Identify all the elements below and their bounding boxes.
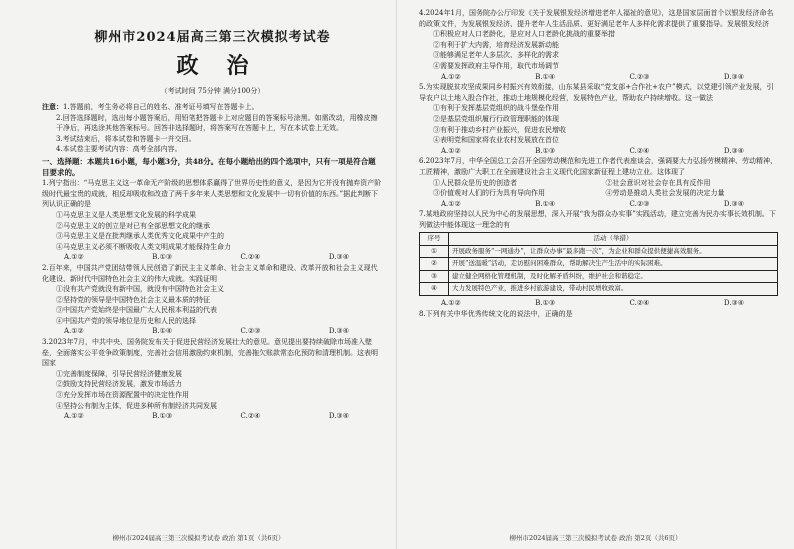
- q5-item: ②是基层党组织履行行政管理职能的体现: [433, 114, 559, 123]
- q1-item: ①马克思主义是人类思想文化发展的科学成果: [56, 210, 196, 219]
- table-cell: 大力发展特色产业，推进乡村旅游建设，带动村民增收致富。: [449, 283, 778, 296]
- q4-options: [419, 72, 778, 83]
- q3-options: [42, 411, 383, 422]
- option: C.②④: [240, 253, 261, 262]
- q6-item: ②社会意识对社会存在具有反作用: [605, 178, 711, 187]
- table-row: [420, 283, 778, 296]
- table-cell: ③: [420, 270, 449, 283]
- table-cell: ④: [420, 283, 449, 296]
- q1-item: ④马克思主义必须不断吸收人类文明成果才能保持生命力: [56, 242, 231, 251]
- table-cell: 建立健全网格化管理机制，及时化解矛盾纠纷，维护社会和谐稳定。: [449, 270, 778, 283]
- q1-item: ③马克思主义是在批判继承人类优秀文化成果中产生的: [56, 232, 224, 241]
- exam-page-right: [397, 0, 794, 549]
- note-1: 1.答题前，考生务必将自己的姓名、准考证号填写在答题卡上。: [63, 103, 259, 111]
- option: D.③④: [328, 253, 349, 262]
- option: A.①②: [64, 327, 84, 336]
- question-6: 6.2023年7月，中华全国总工会召开全国劳动模范和先进工作者代表座谈会，强调要大力弘扬劳模精神、劳动精神、工匠精神，激励广大职工在全面建设社会主义现代化国家新征程上建功立业。这体现了: [419, 157, 777, 176]
- q1-item: ②马克思主义的创立是对已有全部思想文化的继承: [56, 221, 210, 230]
- option: B.①③: [152, 412, 173, 421]
- table-cell: 开展政务服务“一网通办”，让群众办事“最多跑一次”，为企业和群众提供便捷高效服务。: [449, 245, 778, 258]
- q3-item: ①完善制度保障，引导民营经济健康发展: [56, 369, 182, 378]
- q7-options: [419, 298, 778, 309]
- q4-item: ④需要发挥政府主导作用，取代市场调节: [433, 61, 559, 70]
- note-2: 2.回答选择题时，选出每小题答案后，用铅笔把答题卡上对应题目的答案标号涂黑。如需改动，用橡皮擦干净后，再选涂其他答案标号。回答非选择题时，将答案写在答题卡上，写在本试卷上无效。: [56, 113, 378, 133]
- option: D.③④: [328, 412, 349, 421]
- q2-item: ③中国共产党始终是中国最广大人民根本利益的代表: [56, 306, 217, 315]
- table-cell: ①: [420, 245, 449, 258]
- table-header-row: [420, 233, 778, 246]
- option: A.①②: [441, 298, 461, 307]
- option: D.③④: [328, 327, 349, 336]
- option: B.①③: [152, 253, 173, 262]
- option: D.③④: [723, 72, 744, 81]
- option: C.②④: [240, 412, 261, 421]
- q3-item: ②鼓励支持民营经济发展，激发市场活力: [56, 380, 182, 389]
- exam-info: （考试时间 75分钟 满分100分）: [160, 87, 265, 95]
- option: A.①②: [441, 199, 461, 208]
- question-5: 5.为实现脱贫攻坚成果同乡村振兴有效衔接，山东某县采取“党支部+合作社+农户”模式，以党建引领产业发展，引导农户以土地入股合作社，推动土地规模化经营，发展特色产业，帮助农户持续增收。这一做法: [419, 83, 774, 102]
- q1-options: [42, 252, 383, 263]
- table-header-cell: 序号: [420, 233, 449, 246]
- question-7: 7.某地政府坚持以人民为中心的发展思想，深入开展“我为群众办实事”实践活动，建立完善为民办实事长效机制。下列做法中能体现这一理念的有: [419, 210, 776, 229]
- option: A.①②: [64, 412, 84, 421]
- q4-item: ①积极应对人口老龄化，是应对人口老龄化挑战的重要举措: [433, 30, 615, 39]
- page-footer: 柳州市2024届高三第三次模拟考试卷 政治 第2页（共6页）: [509, 534, 682, 542]
- exam-title: 柳州市2024届高三第三次模拟考试卷: [94, 30, 331, 45]
- q2-item: ④中国共产党的领导地位是历史和人民的选择: [56, 316, 196, 325]
- question-3: 3.2023年7月，中共中央、国务院发布关于促进民营经济发展壮大的意见。意见提出要持续破除市场准入壁垒，全面落实公平竞争政策制度，完善社会信用激励约束机制，完善拖欠账款常态化预防和清理机制。这表明国家: [42, 338, 378, 368]
- q6-item: ①人民群众是历史的创造者: [433, 178, 517, 187]
- question-8: 8.下列有关中华优秀传统文化的说法中，正确的是: [419, 309, 573, 318]
- question-1: 1.列宁指出：“马克思主义这一革命无产阶级的思想体系赢得了世界历史性的意义，是因为它并没有抛弃资产阶级时代最宝贵的成就，相反却吸收和改造了两千多年来人类思想和文化发展中一切有价值的东西。”据此判断下列认识正确的是: [42, 179, 382, 209]
- option: C.②③: [629, 72, 650, 81]
- q5-item: ①有利于发挥基层党组织的战斗堡垒作用: [433, 104, 559, 113]
- option: D.③④: [723, 298, 744, 307]
- q2-options: [42, 326, 383, 337]
- q2-item: ①没有共产党就没有新中国，就没有中国特色社会主义: [56, 285, 224, 294]
- question-4: 4.2024年1月，国务院办公厅印发《关于发展银发经济增进老年人福祉的意见》，这是国家层面首个以银发经济命名的政策文件，为发展银发经济、提升老年人生活品质、更好满足老年人多样化需求提供了重要指导。发展银发经济: [419, 9, 774, 28]
- question-2: 2.百年来，中国共产党团结带领人民创造了新民主主义革命、社会主义革命和建设、改革开放和社会主义现代化建设、新时代中国特色社会主义的伟大成就。实践证明: [42, 263, 378, 283]
- note-4: 4.本试卷主要考试内容：高考全部内容。: [56, 145, 182, 154]
- q5-item: ④表明党和国家将农业农村发展放在首位: [433, 136, 559, 145]
- option: B.①③: [535, 146, 556, 155]
- option: A.①②: [441, 72, 461, 81]
- table-cell: ②: [420, 258, 449, 271]
- notes-heading: 注意：: [42, 102, 63, 111]
- option: A.①②: [64, 253, 84, 262]
- option: B.①③: [535, 298, 556, 307]
- q5-options: [419, 146, 778, 157]
- note-3: 3.考试结束后，将本试卷和答题卡一并交回。: [56, 134, 196, 143]
- q6-item: ③价值观对人们的行为具有导向作用: [433, 189, 545, 198]
- option: C.②③: [629, 199, 650, 208]
- q6-items: [419, 178, 778, 199]
- section-heading: 一、选择题：本题共16小题，每小题3分，共48分。在每小题给出的四个选项中，只有一项是符合题目要求的。: [42, 156, 376, 177]
- option: D.③④: [723, 199, 744, 208]
- option: C.②④: [629, 298, 650, 307]
- option: C.②④: [629, 146, 650, 155]
- subject-title: 政治: [176, 53, 277, 79]
- option: D.③④: [723, 146, 744, 155]
- table-header-cell: 活动（举措）: [449, 233, 778, 246]
- table-row: [420, 270, 778, 283]
- option: B.①④: [152, 327, 173, 336]
- q5-item: ③有利于推动乡村产业振兴，促进农民增收: [433, 125, 566, 134]
- q6-item: ④劳动是推动人类社会发展的决定力量: [605, 189, 725, 198]
- page-footer: 柳州市2024届高三第三次模拟考试卷 政治 第1页（共6页）: [112, 534, 285, 542]
- q4-item: ②有利于扩大内需，培育经济发展新动能: [433, 40, 559, 49]
- option: B.①④: [535, 72, 556, 81]
- q3-item: ③充分发挥市场在资源配置中的决定性作用: [56, 391, 189, 400]
- option: A.①②: [441, 146, 461, 155]
- option: C.②③: [240, 327, 261, 336]
- table-row: [420, 245, 778, 258]
- table-row: [420, 258, 778, 271]
- option: B.①④: [535, 199, 556, 208]
- q4-item: ③能够满足老年人多层次、多样化的需求: [433, 51, 559, 60]
- q3-item: ④坚持公有制为主体，促进多种所有制经济共同发展: [56, 401, 217, 410]
- q6-options: [419, 199, 778, 210]
- q2-item: ②坚持党的领导是中国特色社会主义最本质的特征: [56, 295, 210, 304]
- activity-table: [419, 232, 778, 296]
- table-cell: 开展“送温暖”活动，走访慰问困难群众，帮助解决生产生活中的实际困难。: [449, 258, 778, 271]
